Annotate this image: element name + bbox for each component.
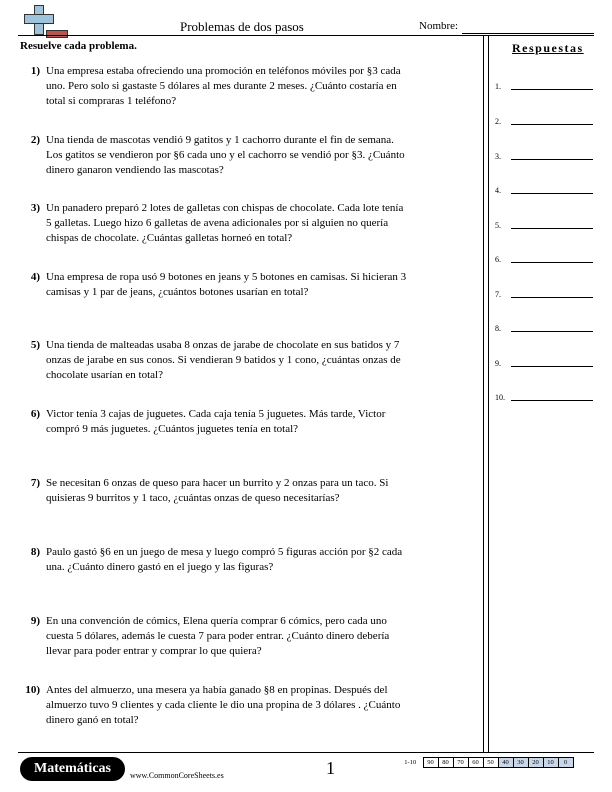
problem-5 [20, 338, 410, 383]
problem-text: Una empresa estaba ofreciendo una promoción en teléfonos móviles por §3 cada uno. Pero solo si gastaste 5 dólares al mes durante 2 meses. ¿Cuánto costaría en total si compraras 1 teléfono? [46, 65, 401, 107]
problem-9 [20, 614, 410, 659]
answer-blank-5[interactable] [495, 216, 595, 230]
problem-4 [20, 270, 410, 300]
problem-number: 8) [30, 546, 40, 558]
score-cell: 30 [513, 758, 528, 768]
problem-text: Una tienda de mascotas vendió 9 gatitos y 1 cachorro durante el fin de semana. Los gatitos se vendieron por §6 cada uno y el cachorro se vendió por §3. ¿Cuánto dinero ganaron vendiendo las mascotas? [46, 134, 405, 176]
problem-number: 4) [30, 271, 40, 283]
score-range-label: 1-10 [404, 759, 417, 766]
problem-number: 9) [30, 615, 40, 627]
subject-badge: Matemáticas [20, 757, 125, 781]
problem-number: 2) [30, 134, 40, 146]
answer-number: 4. [495, 186, 501, 195]
answer-number: 5. [495, 221, 501, 230]
answer-blank-1[interactable] [495, 77, 595, 91]
problem-text: Victor tenía 3 cajas de juguetes. Cada caja tenía 5 juguetes. Más tarde, Victor compró 9 más juguetes. ¿Cuántos juguetes tenía en total? [46, 408, 386, 435]
score-cell: 60 [468, 758, 483, 768]
problem-number: 10) [25, 684, 40, 696]
name-label: Nombre: [419, 20, 459, 32]
page-title: Problemas de dos pasos [180, 19, 304, 34]
answer-blank-4[interactable] [495, 181, 595, 195]
name-field[interactable] [462, 33, 594, 34]
score-cell: 0 [558, 758, 573, 768]
problem-2 [20, 133, 410, 178]
answer-number: 3. [495, 152, 501, 161]
answer-blank-2[interactable] [495, 112, 595, 126]
problem-text: Una tienda de malteadas usaba 8 onzas de jarabe de chocolate en sus batidos y 7 onzas de jarabe en sus conos. Si vendieran 9 batidos y 1 cono, ¿cuántas onzas de chocolate usarían en total? [46, 339, 401, 381]
problem-number: 7) [30, 477, 40, 489]
answer-blank-6[interactable] [495, 250, 595, 264]
answers-title: Respuestas [512, 41, 584, 55]
footer-divider [18, 752, 594, 753]
logo-icon [24, 5, 70, 39]
problem-number: 3) [30, 202, 40, 214]
problem-text: Antes del almuerzo, una mesera ya había ganado §8 en propinas. Después del almuerzo tuvo 9 clientes y cada cliente le dio una propina de 3 dólares . ¿Cuánto dinero ganó en total? [46, 684, 401, 726]
website-link[interactable]: www.CommonCoreSheets.es [130, 771, 224, 780]
problem-7 [20, 476, 410, 506]
answer-blank-7[interactable] [495, 285, 595, 299]
problem-text: Una empresa de ropa usó 9 botones en jeans y 5 botones en camisas. Si hicieran 3 camisas y 1 par de jeans, ¿cuántos botones usarían en total? [46, 271, 407, 298]
answer-number: 6. [495, 255, 501, 264]
answer-number: 2. [495, 117, 501, 126]
problem-text: Se necesitan 6 onzas de queso para hacer un burrito y 2 onzas para un taco. Si quisieras 9 burritos y 1 taco, ¿cuántas onzas de queso necesitarías? [46, 477, 389, 504]
problem-text: En una convención de cómics, Elena quería comprar 6 cómics, pero cada uno cuesta 5 dólares, además le cuesta 7 para poder entrar. ¿Cuánto dinero debería llevar para poder entrar y comprar lo que quiera? [46, 615, 390, 657]
answer-blank-3[interactable] [495, 147, 595, 161]
answer-number: 10. [495, 393, 505, 402]
score-cell: 70 [453, 758, 468, 768]
problem-3 [20, 201, 410, 246]
score-cell: 40 [498, 758, 513, 768]
answer-number: 7. [495, 290, 501, 299]
problem-6 [20, 407, 410, 437]
header-divider [18, 35, 594, 36]
score-cell: 10 [543, 758, 558, 768]
problem-text: Un panadero preparó 2 lotes de galletas con chispas de chocolate. Cada lote tenía 5 galletas. Luego hizo 6 galletas de avena adicionales por si alguien no quería chispas de chocolate. ¿Cuántas galletas horneó en total? [46, 202, 404, 244]
problem-number: 5) [30, 339, 40, 351]
page-number: 1 [326, 758, 335, 778]
answer-column-divider [483, 36, 489, 752]
score-table [398, 757, 574, 768]
problem-number: 1) [30, 65, 40, 77]
answer-number: 1. [495, 82, 501, 91]
problem-8 [20, 545, 410, 575]
problem-1 [20, 64, 410, 109]
answer-blank-9[interactable] [495, 354, 595, 368]
score-cell: 50 [483, 758, 498, 768]
score-cell: 80 [438, 758, 453, 768]
answer-blank-8[interactable] [495, 319, 595, 333]
answer-blank-10[interactable] [495, 388, 595, 402]
answer-number: 9. [495, 359, 501, 368]
problem-10 [20, 683, 410, 728]
answer-number: 8. [495, 324, 501, 333]
instructions: Resuelve cada problema. [20, 40, 137, 52]
score-cell: 20 [528, 758, 543, 768]
problem-number: 6) [30, 408, 40, 420]
problem-text: Paulo gastó §6 en un juego de mesa y luego compró 5 figuras acción por §2 cada una. ¿Cuánto dinero gastó en el juego y las figuras? [46, 546, 403, 573]
score-cell: 90 [423, 758, 438, 768]
